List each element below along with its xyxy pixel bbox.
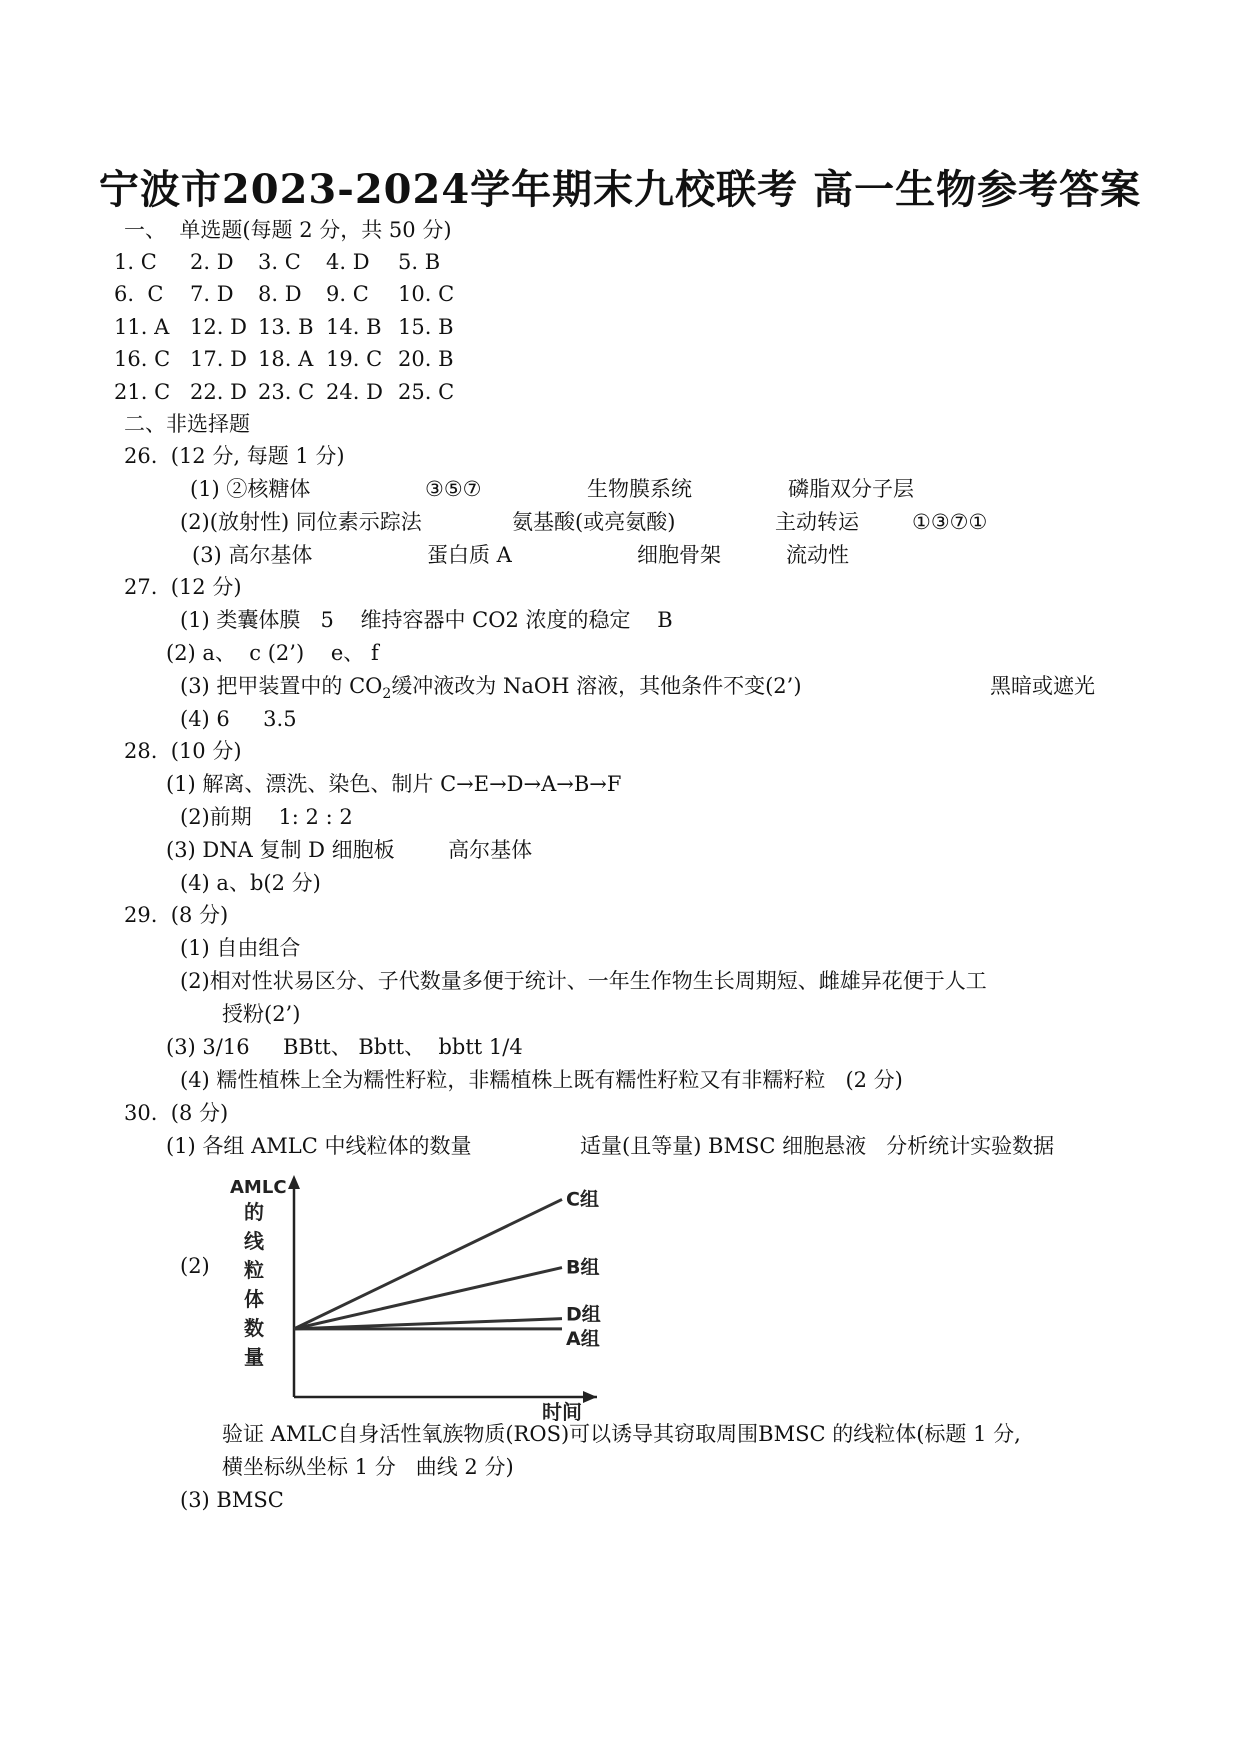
mc-answer: 1. C <box>114 250 157 274</box>
q26-head: 26. (12 分, 每题 1 分) <box>124 444 345 468</box>
q29-l3: (3) 3/16 BBtt、 Bbtt、 bbtt 1/4 <box>166 1035 523 1059</box>
mc-answer: 9. C <box>326 282 369 307</box>
y-axis-arrow <box>288 1175 300 1189</box>
mc-answer: 15. B <box>398 314 454 339</box>
q27-l3: (3) 把甲装置中的 $CO_2$缓冲液改为 NaOH 溶液，其他条件不变(2’) <box>180 674 802 703</box>
mc-answer: 21. C <box>114 379 171 404</box>
q27-head: 27. (12 分) <box>124 575 242 599</box>
q28-head: 28. (10 分) <box>124 739 242 763</box>
series-label: A组 <box>566 1327 600 1350</box>
q28-l3: (3) DNA 复制 D 细胞板 高尔基体 <box>166 838 533 862</box>
series-label: C组 <box>566 1188 599 1211</box>
y-axis-label-char: 粒 <box>244 1258 264 1282</box>
x-axis-label: 时间 <box>542 1400 582 1421</box>
chart-svg <box>222 1163 622 1421</box>
q26-l3-d: 流动性 <box>786 543 849 567</box>
q27-l4: (4) 6 3.5 <box>180 707 297 731</box>
mc-answer: 3. C <box>258 250 301 274</box>
q29-head: 29. (8 分) <box>124 903 229 927</box>
series-label: D组 <box>566 1303 601 1326</box>
q28-l1: (1) 解离、漂洗、染色、制片 C→E→D→A→B→F <box>166 772 622 796</box>
mc-answer: 22. D <box>190 379 247 404</box>
mc-answer: 25. C <box>398 379 455 404</box>
mc-answer: 18. A <box>258 347 314 372</box>
section2-heading: 二、非选择题 <box>124 412 250 436</box>
mc-answer: 20. B <box>398 347 454 372</box>
x-axis-arrow <box>583 1391 597 1403</box>
y-axis-label-char: 线 <box>244 1229 264 1253</box>
y-axis-label-char: 体 <box>244 1287 264 1311</box>
y-axis-label-top: AMLC <box>230 1177 287 1198</box>
y-axis-label-char: 量 <box>244 1345 264 1369</box>
q26-l2-a: (2)(放射性) 同位素示踪法 <box>180 510 422 534</box>
mitochondria-line-chart <box>222 1163 622 1421</box>
q30-caption1: 验证 AMLC自身活性氧族物质(ROS)可以诱导其窃取周围BMSC 的线粒体(标题 1 分, <box>222 1422 1021 1446</box>
mc-answer: 2. D <box>190 250 234 274</box>
q26-l2-b: 氨基酸(或亮氨酸) <box>512 510 676 534</box>
mc-answer: 5. B <box>398 250 441 274</box>
q30-l1a: (1) 各组 AMLC 中线粒体的数量 <box>166 1134 472 1158</box>
q29-l2a: (2)相对性状易区分、子代数量多便于统计、一年生作物生长周期短、雌雄异花便于人工 <box>180 969 987 993</box>
q26-l1-d: 磷脂双分子层 <box>788 477 914 501</box>
q28-l2: (2)前期 1: 2 : 2 <box>180 805 353 829</box>
page-title: 宁波市2023-2024学年期末九校联考 高一生物参考答案 <box>98 166 1142 213</box>
mc-answer: 7. D <box>190 282 234 307</box>
mc-answer: 4. D <box>326 250 370 274</box>
q30-caption2: 横坐标纵坐标 1 分 曲线 2 分) <box>222 1455 514 1479</box>
mc-answer: 19. C <box>326 347 383 372</box>
q30-l2-label: (2) <box>180 1254 210 1278</box>
q28-l4: (4) a、b(2 分) <box>180 871 321 895</box>
section1-heading: 一、 单选题(每题 2 分，共 50 分) <box>124 218 452 242</box>
q27-l1: (1) 类囊体膜 5 维持容器中 CO2 浓度的稳定 B <box>180 608 673 632</box>
mc-answer: 8. D <box>258 282 302 307</box>
q30-l3: (3) BMSC <box>180 1488 284 1512</box>
q30-l1b: 适量(且等量) BMSC 细胞悬液 分析统计实验数据 <box>580 1134 1055 1158</box>
y-axis-label-char: 数 <box>244 1316 264 1340</box>
mc-answer: 23. C <box>258 379 315 404</box>
series-label: B组 <box>566 1256 600 1279</box>
q30-head: 30. (8 分) <box>124 1101 229 1125</box>
mc-answer: 16. C <box>114 347 171 372</box>
q29-l4: (4) 糯性植株上全为糯性籽粒，非糯植株上既有糯性籽粒又有非糯籽粒 (2 分) <box>180 1068 903 1092</box>
mc-answer: 6. C <box>114 282 164 307</box>
q29-l1: (1) 自由组合 <box>180 936 301 960</box>
series-line <box>294 1199 562 1328</box>
q26-l3-a: (3) 高尔基体 <box>192 543 313 567</box>
q26-l2-c: 主动转运 <box>775 510 859 534</box>
mc-answer: 12. D <box>190 314 247 339</box>
q27-l3-answer: 黑暗或遮光 <box>990 674 1095 698</box>
q26-l1-a: (1) ②核糖体 <box>190 477 311 501</box>
q26-l3-c: 细胞骨架 <box>637 543 721 567</box>
q27-l2: (2) a、 c (2’) e、 f <box>166 641 379 665</box>
q26-l2-d: ①③⑦① <box>912 510 988 534</box>
q26-l3-b: 蛋白质 A <box>427 543 512 567</box>
mc-answer: 10. C <box>398 282 455 307</box>
q29-l2b: 授粉(2’) <box>222 1002 301 1026</box>
mc-answer: 13. B <box>258 314 314 339</box>
mc-answer: 24. D <box>326 379 383 404</box>
q26-l1-c: 生物膜系统 <box>587 477 692 501</box>
q26-l1-b: ③⑤⑦ <box>425 477 482 501</box>
mc-answer: 11. A <box>114 314 170 339</box>
mc-answer: 14. B <box>326 314 382 339</box>
y-axis-label-char: 的 <box>244 1200 264 1224</box>
mc-answer: 17. D <box>190 347 247 372</box>
